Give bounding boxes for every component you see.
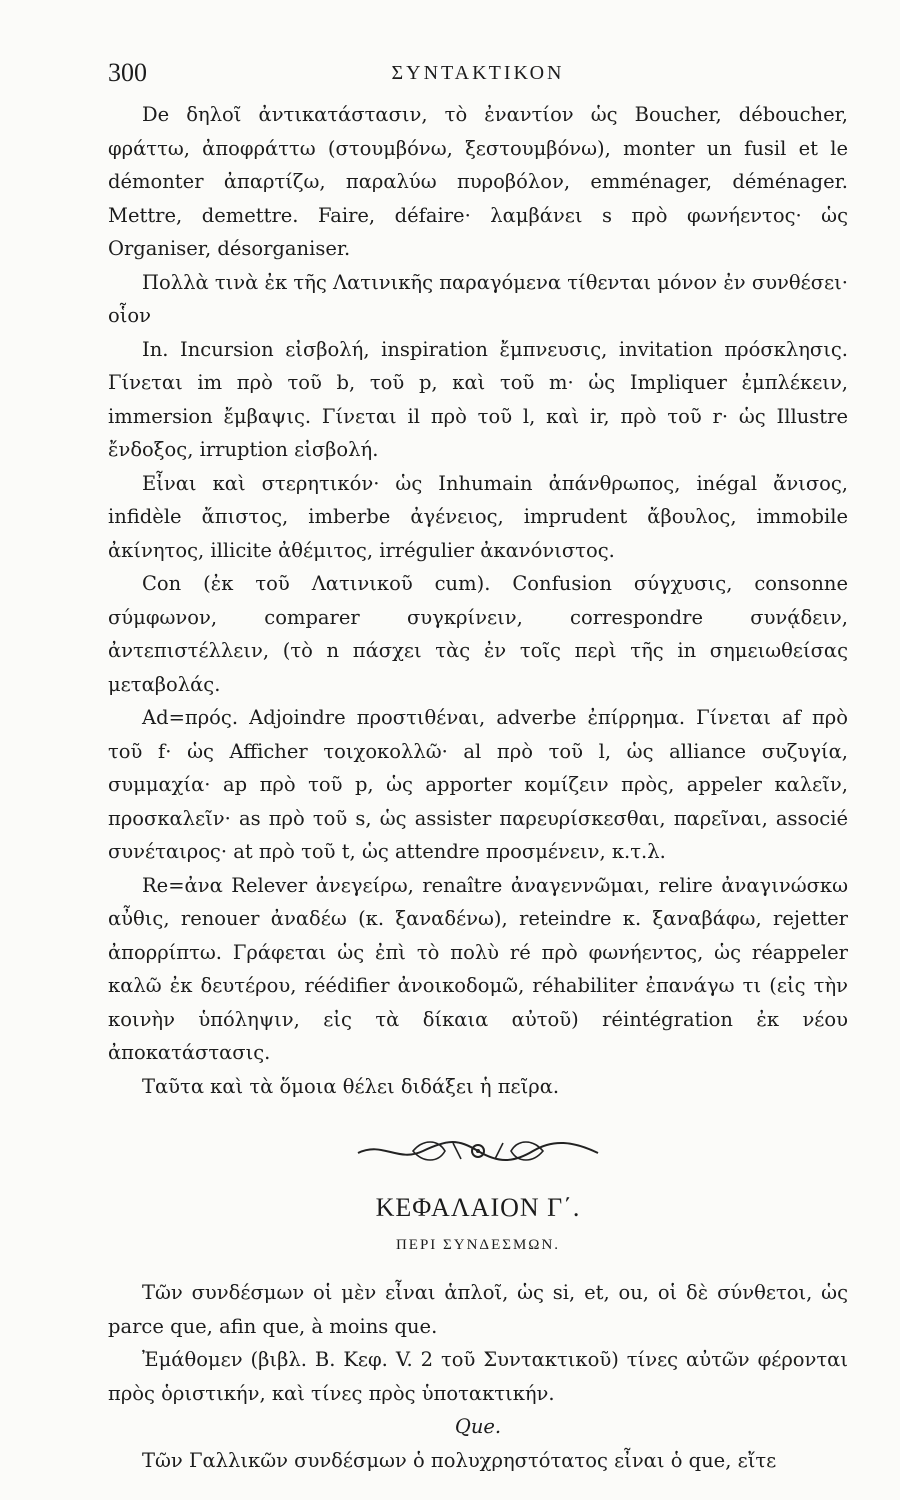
paragraph-closing: Ταῦτα καὶ τὰ ὅμοια θέλει διδάξει ἡ πεῖρα.: [142, 1074, 560, 1098]
page-number: 300: [108, 58, 147, 87]
paragraph-de: De δηλοῖ ἀντικατάστασιν, τὸ ἐναντίον ὡς Boucher, déboucher, φράττω, ἀποφράττω (στουμβόνω, ξεστουμβόνω), monter un fusil et le démonter ἀπαρτίζω, παραλύω πυροβόλον, emménager, déménager. Mettre, demettre. Faire, défaire· λαμβάνει s πρὸ φωνήεντος· ὡς Organiser, désorganiser.: [108, 103, 848, 260]
page-header: [108, 58, 848, 98]
ornament-icon: [353, 1133, 603, 1169]
chapter-subtitle: ΠΕΡΙ ΣΥΝΔΕΣΜΩΝ.: [395, 1236, 561, 1253]
chapter-title: ΚΕΦΑΛΑΙΟΝ Γ΄.: [375, 1193, 581, 1222]
page-body: [108, 98, 848, 1477]
ornament-divider: [108, 1133, 848, 1173]
paragraph-privative: Εἶναι καὶ στερητικόν· ὡς Inhumain ἀπάνθρωπος, inégal ἄνισος, infidèle ἄπιστος, imberbe ἀγένειος, imprudent ἄβουλος, immobile ἀκίνητος, illicite ἀθέμιτος, irrégulier ἀκανόνιστος.: [108, 471, 848, 562]
section-heading-que: Que.: [454, 1415, 502, 1438]
paragraph-ad: Ad=πρός. Adjoindre προστιθέναι, adverbe ἐπίρρημα. Γίνεται af πρὸ τοῦ f· ὡς Afficher τοιχοκολλῶ· al πρὸ τοῦ l, ὡς alliance συζυγία, συμμαχία· ap πρὸ τοῦ p, ὡς apporter κομίζειν πρὸς, appeler καλεῖν, προσκαλεῖν· as πρὸ τοῦ s, ὡς assister παρευρίσκεσθαι, παρεῖναι, associé συνέταιρος· at πρὸ τοῦ t, ὡς attendre προσμένειν, κ.τ.λ.: [108, 706, 848, 863]
paragraph-conjunctions: Τῶν συνδέσμων οἱ μὲν εἶναι ἁπλοῖ, ὡς si, et, ou, οἱ δὲ σύνθετοι, ὡς parce que, afin que, à moins que.: [108, 1281, 848, 1338]
paragraph-latin-intro: Πολλὰ τινὰ ἐκ τῆς Λατινικῆς παραγόμενα τίθενται μόνον ἐν συνθέσει· οἷον: [108, 270, 848, 327]
paragraph-re: Re=ἀνα Relever ἀνεγείρω, renaître ἀναγεννῶμαι, relire ἀναγινώσκω αὖθις, renouer ἀναδέω (κ. ξαναδένω), reteindre κ. ξαναβάφω, rejetter ἀπορρίπτω. Γράφεται ὡς ἐπὶ τὸ πολὺ ré πρὸ φωνήεντος, ὡς réappeler καλῶ ἐκ δευτέρου, réédifier ἀνοικοδομῶ, réhabiliter ἐπανάγω τι (εἰς τὴν κοινὴν ὑπόληψιν, εἰς τὰ δίκαια αὐτοῦ) réintégration ἐκ νέου ἀποκατάστασις.: [108, 873, 848, 1064]
running-title: ΣΥΝΤΑΚΤΙΚΟΝ: [391, 62, 565, 84]
paragraph-con: Con (ἐκ τοῦ Λατινικοῦ cum). Confusion σύγχυσις, consonne σύμφωνον, comparer συγκρίνειν, correspondre συνᾴδειν, ἀντεπιστέλλειν, (τὸ n πάσχει τὰς ἐν τοῖς περὶ τῆς in σημειωθείσας μεταβολάς.: [108, 572, 848, 696]
paragraph-moods: Ἐμάθομεν (βιβλ. Β. Κεφ. V. 2 τοῦ Συντακτικοῦ) τίνες αὐτῶν φέρονται πρὸς ὁριστικήν, καὶ τίνες πρὸς ὑποτακτικήν.: [108, 1348, 848, 1405]
paragraph-que: Τῶν Γαλλικῶν συνδέσμων ὁ πολυχρηστότατος εἶναι ὁ que, εἴτε: [142, 1448, 777, 1472]
paragraph-in: In. Incursion εἰσβολή, inspiration ἔμπνευσις, invitation πρόσκλησις. Γίνεται im πρὸ τοῦ b, τοῦ p, καὶ τοῦ m· ὡς Impliquer ἐμπλέκειν, immersion ἔμβαψις. Γίνεται il πρὸ τοῦ l, καὶ ir, πρὸ τοῦ r· ὡς Illustre ἔνδοξος, irruption εἰσβολή.: [108, 337, 848, 461]
